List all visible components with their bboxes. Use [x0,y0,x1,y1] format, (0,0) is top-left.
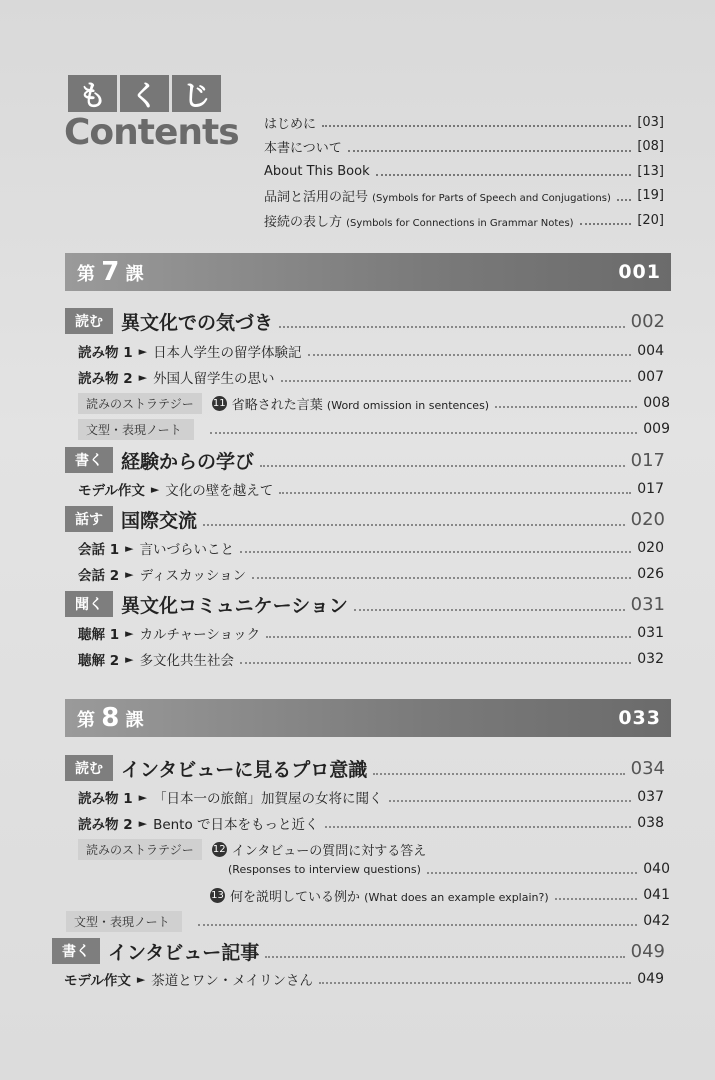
front-matter-item[interactable] [264,135,664,160]
page-number: [08] [637,139,664,155]
item-text-main: 省略された言葉 [231,397,323,413]
section-tag: 聞く [65,591,113,617]
item-label: モデル作文 [78,483,145,499]
item-text: 多文化共生社会 [139,653,235,669]
item-label: モデル作文 [64,973,131,989]
page-number: 038 [637,815,664,831]
toc-subitem[interactable] [66,910,670,932]
item-label [264,186,611,205]
leader-dots [495,398,637,408]
leader-dots [376,166,632,176]
item-label: 読み物 2 [78,817,133,833]
toc-item[interactable] [78,563,664,585]
section-read[interactable] [65,307,665,335]
strategy-tag: 読みのストラテジー [78,393,202,414]
item-text-main: 何を説明している例か [230,889,361,905]
leader-dots [279,314,625,328]
item-label: はじめに [264,116,317,132]
item-note: (Word omission in sentences) [326,398,490,412]
item-text: 日本人学生の留学体験記 [153,345,302,361]
lesson-suffix: 課 [125,710,144,731]
item-label: 聴解 1 [78,627,120,643]
page-number: 034 [630,757,665,779]
leader-dots [389,792,632,802]
leader-dots [322,117,631,127]
section-title: インタビュー記事 [108,941,260,964]
lesson-prefix: 第 [77,710,95,731]
item-text: 言いづらいこと [139,542,235,558]
page-number: 049 [630,940,665,962]
toc-item[interactable] [78,622,664,644]
page-number: 032 [637,651,664,667]
item-note: (Responses to interview questions) [228,862,421,876]
leader-dots [427,864,637,874]
item-text: カルチャーショック [139,627,261,643]
grammar-notes-tag: 文型・表現ノート [78,419,194,440]
page-number: 049 [637,971,664,987]
item-label: 聴解 2 [78,653,120,669]
leader-dots [210,424,637,434]
page-number: 042 [643,913,670,929]
triangle-right-icon: ► [136,972,146,986]
mokuji-badge [68,75,224,112]
item-label: 読み物 2 [78,371,133,387]
front-matter-item[interactable] [264,159,664,184]
page-number: 040 [643,861,670,877]
item-text [232,394,489,413]
page-number: [13] [637,163,664,179]
item-label: 読み物 1 [78,345,133,361]
page-number: 033 [618,707,661,729]
page-number: 001 [618,261,661,283]
leader-dots [240,543,631,553]
item-label-text: 接続の表し方 [264,214,343,230]
section-read[interactable] [65,754,665,782]
lesson-title [77,257,144,287]
toc-item[interactable] [78,366,664,388]
item-text: インタビューの質問に対する答え [231,843,427,859]
leader-dots [319,974,631,984]
section-write[interactable] [52,937,665,965]
item-note: (Symbols for Parts of Speech and Conjugations) [372,193,611,205]
toc-item[interactable] [78,478,664,500]
page-number: 007 [637,369,664,385]
leader-dots [354,597,625,611]
section-title: 国際交流 [121,509,198,532]
page-number: 020 [630,508,665,530]
section-write[interactable] [65,446,665,474]
number-badge: 11 [212,397,226,409]
triangle-right-icon: ► [125,567,134,581]
item-note: (What does an example explain?) [364,890,549,904]
page-number: 026 [637,566,664,582]
page-number: 041 [643,887,670,903]
item-label: 本書について [264,141,342,157]
front-matter-item[interactable] [264,184,664,209]
item-text: 外国人留学生の思い [153,371,275,387]
leader-dots [325,818,632,828]
item-text: Bento で日本をもっと近く [153,817,319,833]
leader-dots [252,569,631,579]
lesson-number: 7 [101,257,120,287]
leader-dots [373,761,624,775]
mokuji-char: も [68,75,117,112]
item-text: 「日本一の旅館」加賀屋の女将に聞く [153,791,383,807]
triangle-right-icon: ► [138,790,148,804]
toc-subitem-note[interactable] [228,858,670,880]
page-number: 004 [637,343,664,359]
item-label [264,211,574,230]
page-number: 009 [643,421,670,437]
item-text [230,886,549,905]
leader-dots [308,346,632,356]
triangle-right-icon: ► [125,541,134,555]
leader-dots [555,890,638,900]
toc-subitem[interactable] [78,418,670,440]
lesson-7-bar[interactable] [65,253,671,291]
item-label: 会話 1 [78,542,120,558]
page-number: [20] [637,212,664,228]
leader-dots [617,191,631,201]
toc-item[interactable] [78,812,664,834]
section-title: 経験からの学び [121,450,255,473]
page-number: 037 [637,789,664,805]
page-number: 002 [630,310,665,332]
leader-dots [198,916,637,926]
item-text: 茶道とワン・メイリンさん [151,973,314,989]
triangle-right-icon: ► [125,626,134,640]
toc-subitem[interactable] [78,838,670,860]
page-number: 017 [630,449,665,471]
triangle-right-icon: ► [138,344,148,358]
leader-dots [260,453,625,467]
leader-dots [348,142,632,152]
leader-dots [240,654,631,664]
leader-dots [281,372,632,382]
lesson-8-bar[interactable] [65,699,671,737]
lesson-number: 8 [101,703,120,733]
triangle-right-icon: ► [125,652,134,666]
front-matter-list [264,110,664,233]
section-title: インタビューに見るプロ意識 [121,758,368,781]
front-matter-item[interactable] [264,110,664,135]
leader-dots [203,512,625,526]
section-speak[interactable] [65,505,665,533]
toc-subitem[interactable] [210,884,670,906]
page-title: Contents [64,112,239,153]
toc-item[interactable] [78,786,664,808]
toc-item[interactable] [64,968,664,990]
mokuji-char: く [120,75,169,112]
leader-dots [279,484,631,494]
item-text: 文化の壁を越えて [165,483,274,499]
item-label: 会話 2 [78,568,120,584]
leader-dots [266,628,631,638]
number-badge: 13 [211,889,224,901]
strategy-tag: 読みのストラテジー [78,839,202,860]
lesson-prefix: 第 [77,264,95,285]
item-label: About This Book [264,163,370,179]
triangle-right-icon: ► [138,370,148,384]
item-label-text: 品詞と活用の記号 [264,190,369,206]
page-number: 008 [643,395,670,411]
page-number: 020 [637,540,664,556]
leader-dots [265,944,624,958]
page-number: 031 [637,625,664,641]
section-tag: 書く [65,447,113,473]
number-badge: 12 [212,843,226,855]
triangle-right-icon: ► [150,482,160,496]
section-tag: 話す [65,506,113,532]
page-number: [03] [637,114,664,130]
section-listen[interactable] [65,590,665,618]
toc-item[interactable] [78,340,664,362]
toc-item[interactable] [78,648,664,670]
leader-dots [580,215,632,225]
section-tag: 読む [65,308,113,334]
item-text [228,862,421,877]
page-number: 031 [630,593,665,615]
page-number: [19] [637,188,664,204]
lesson-suffix: 課 [125,264,144,285]
section-title: 異文化コミュニケーション [121,594,348,617]
mokuji-char: じ [172,75,221,112]
section-title: 異文化での気づき [121,311,274,334]
grammar-notes-tag: 文型・表現ノート [66,911,182,932]
page-number: 017 [637,481,664,497]
item-text: ディスカッション [139,568,247,584]
section-tag: 読む [65,755,113,781]
section-tag: 書く [52,938,100,964]
lesson-title [77,703,144,733]
toc-subitem[interactable] [78,392,670,414]
toc-item[interactable] [78,537,664,559]
item-label: 読み物 1 [78,791,133,807]
triangle-right-icon: ► [138,816,148,830]
front-matter-item[interactable] [264,208,664,233]
item-note: (Symbols for Connections in Grammar Notes) [346,217,574,229]
